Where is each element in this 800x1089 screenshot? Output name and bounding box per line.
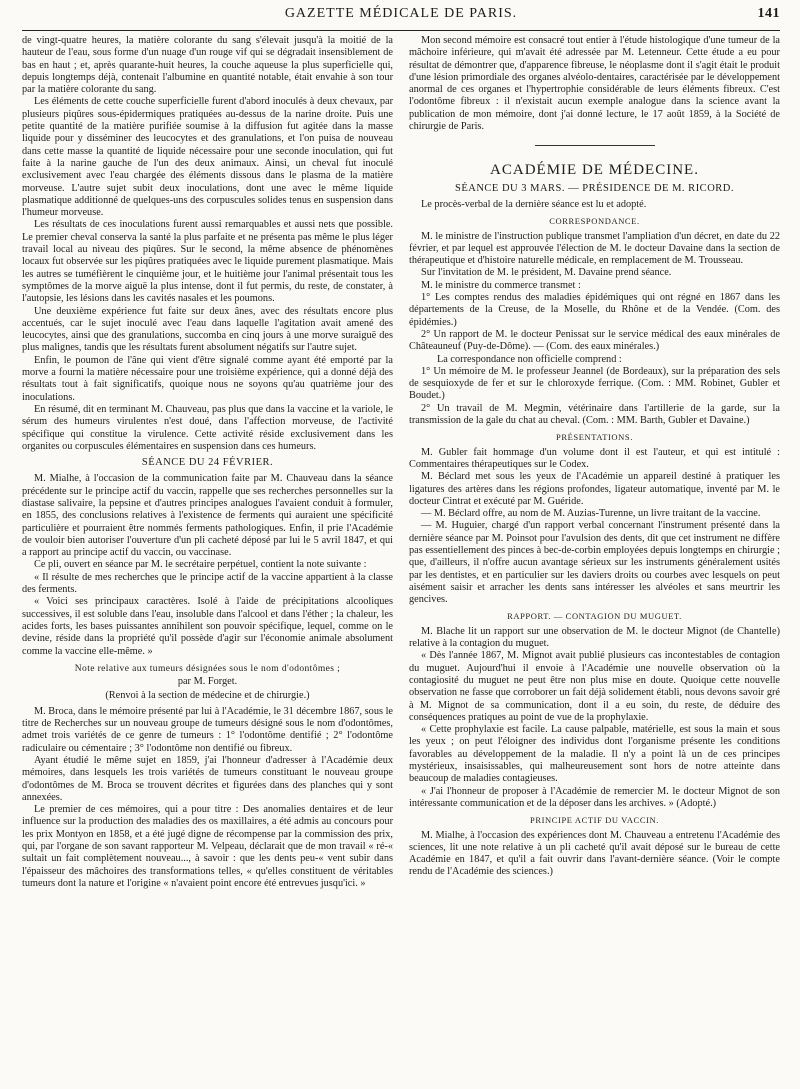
paragraph: Ayant étudié le même sujet en 1859, j'ai l'honneur d'adresser à l'Académie deux mémoires, dans lesquels les trois variétés de tumeurs constituant le nouveau groupe d'odontômes de M. Broca se trouvent décrites et figurées dans des planches qui y sont annexées. <box>22 754 393 803</box>
paragraph: La correspondance non officielle comprend : <box>437 353 622 365</box>
paragraph: M. Gubler fait hommage d'un volume dont il est l'auteur, et qui est intitulé : Commentaires thérapeutiques sur le Codex. <box>409 446 780 470</box>
paragraph: M. Blache lit un rapport sur une observation de M. le docteur Mignot (de Chantelle) relative à la contagion du muguet. <box>409 625 780 650</box>
divider <box>535 145 655 146</box>
note-referral: (Renvoi à la section de médecine et de chirurgie.) <box>105 690 310 702</box>
journal-title: GAZETTE MÉDICALE DE PARIS. <box>284 6 518 21</box>
paragraph: de vingt-quatre heures, la matière colorante du sang s'élevait jusqu'à la moitié de la hauteur de l'eau, sous forme d'un nuage d'un rouge vif qui se dégradait insensiblement de bas en haut ; et, après quarante-huit heures, la couche aqueuse la plus superficielle qui, depuis longtemps déjà, contenait l'albumine en quantité notable, était envahie à son tour par la matière colorante du sang. <box>22 35 393 96</box>
paragraph: Mon second mémoire est consacré tout entier à l'étude histologique d'une tumeur de la mâchoire inférieure, qui m'avait été adressée par M. Letenneur. Cette étude a eu pour résultat de démontrer que, d'apparence fibreuse, le néoplasme dont il s'agit était le produit d'une lésion primordiale des organes alvéolo-dentaires, caractérisée par le développement anormal de ces organes et l'hypertrophie considérable de leurs éléments fibreux. C'est l'odontôme fibreux : il n'existait aucun exemple analogue dans la science avant la publication de mon mémoire, dont j'ai donné lecture, le 17 août 1859, à la Société de chirurgie de Paris. <box>409 35 780 133</box>
page-number: 141 <box>757 6 780 21</box>
paragraph: « Voici ses principaux caractères. Isolé à l'aide de précipitations alcooliques successives, il est soluble dans l'eau, insoluble dans l'alcool et dans l'éther ; la chaleur, les acides forts, les bases puissantes annihilent son pouvoir spécifique, lequel, comme on le devine, réside dans la propriété qu'il possède d'agir sur l'économie animale absolument comme la vaccine elle-même. » <box>22 596 393 657</box>
paragraph: — M. Huguier, chargé d'un rapport verbal concernant l'instrument présenté dans la dernière séance par M. Poinsot pour l'avulsion des dents, dit que cet instrument ne diffère pas essentiellement des pinces à bec-de-corbin employées depuis longtemps en chirurgie ; que, d'ailleurs, il n'offre aucun avantage sérieux sur les instruments généralement usités par les dentistes, et en particulier sur les daviers droits ou courbes avec lesquels on peut aisément saisir et arracher les dents sans intéresser les alvéoles et sans meurtrir les gencives. <box>409 520 780 606</box>
paragraph: « J'ai l'honneur de proposer à l'Académie de remercier M. le docteur Mignot de son intéressante communication et de la déposer dans les archives. » (Adopté.) <box>409 785 780 809</box>
paragraph: 1° Un mémoire de M. le professeur Jeannel (de Bordeaux), sur la préparation des sels de sesquioxyde de fer et sur le chloroxyde ferrique. (Com. : MM. Robinet, Gubler et Boudet.) <box>409 365 780 402</box>
section-heading: SÉANCE DU 24 FÉVRIER. <box>141 457 274 469</box>
paragraph: En résumé, dit en terminant M. Chauveau, pas plus que dans la vaccine et la variole, le sérum des humeurs virulentes n'est doué, dans l'affection morveuse, de l'activité spécifique qui constitue la virulence. Cette activité réside exclusivement dans les organites ou corpuscules élémentaires en suspension dans ces humeurs. <box>22 403 393 452</box>
section-title-academie: ACADÉMIE DE MÉDECINE. <box>490 162 699 179</box>
paragraph: Sur l'invitation de M. le président, M. Davaine prend séance. <box>421 267 672 279</box>
paragraph: — M. Béclard offre, au nom de M. Auzias-Turenne, un livre traitant de la vaccine. <box>421 508 761 520</box>
right-column <box>409 35 780 890</box>
paragraph: 2° Un travail de M. Megmin, vétérinaire dans l'artillerie de la garde, sur la transmission de la gale du chat au cheval. (Com. : MM. Barth, Gubler et Davaine.) <box>409 402 780 427</box>
paragraph: « Cette prophylaxie est facile. La cause palpable, matérielle, est sous la main et sous les yeux ; on peut l'éloigner des individus dont l'organisme présente les conditions favorables au développement de la maladie. Il n'y a point là un de ces principes mystérieux, insaisissables, qui malheureusement sont hors de notre atteinte dans beaucoup de maladies contagieuses. <box>409 724 780 785</box>
paragraph: M. Mialhe, à l'occasion de la communication faite par M. Chauveau dans la séance précédente sur le principe actif du vaccin, rappelle que ses recherches personnelles sur la diastase salivaire, la pepsine et d'autres principes analogues l'avaient conduit à formuler, en 1855, des conclusions relatives à l'existence de ferments qui auraient une spécificité particulière et pourraient être nommés ferments pathologiques. Enfin, il prie l'Académie de vouloir bien autoriser l'ouverture d'un pli cacheté déposé par lui le 5 avril 1847, et qui a rapport au principe actif du vaccin, ou vaccinase. <box>22 473 393 559</box>
paragraph: Le premier de ces mémoires, qui a pour titre : Des anomalies dentaires et de leur influence sur la production des maladies des os maxillaires, a été admis au concours pour les prix Montyon en 1858, et a été jugé digne de récompense par la commission des prix, qui, par l'organe de son savant rapporteur M. Velpeau, déclarait que de mon travail « ré-« sultait un fait complètement nouveau..., à savoir : que les dents peu-« vent subir dans l'épaisseur des mâchoires des transformations telles, « qu'elles constituent de véritables tumeurs dont la nature et l'origine « n'avaient point encore été entrevues jusqu'ici. » <box>22 804 393 889</box>
left-column <box>22 35 393 890</box>
page-header <box>22 6 780 31</box>
paragraph: M. Mialhe, à l'occasion des expériences dont M. Chauveau a entretenu l'Académie des sciences, lit une note relative à un pli cacheté qu'il avait déposé sur le bureau de cette Académie en 1847, et qu'il a fait ouvrir dans l'avant-dernière séance. (Voir le compte rendu de l'Académie des sciences.) <box>409 829 780 878</box>
paragraph: Enfin, le poumon de l'âne qui vient d'être signalé comme ayant été emporté par la morve a fourni la matière nécessaire pour une troisième expérience, qui a donné déjà des résultats tout à fait significatifs, quoique nous ne soyons qu'au quatrième jour des inoculations. <box>22 354 393 403</box>
paragraph: Ce pli, ouvert en séance par M. le secrétaire perpétuel, contient la note suivante : <box>34 559 367 571</box>
paragraph: M. Broca, dans le mémoire présenté par lui à l'Académie, le 31 décembre 1867, sous le titre de Recherches sur un nouveau groupe de tumeurs désigné sous le nom d'odontômes, admet trois variétés de ce genre de tumeurs : 1° l'odontôme dentifié ; 2° l'odontôme radiculaire ou cémentaire ; 3° l'odontôme non dentifié ou fibreux. <box>22 705 393 754</box>
paragraph: 1° Les comptes rendus des maladies épidémiques qui ont régné en 1867 dans les départements de la Creuse, de la Moselle, du Rhône et de la Vendée. (Com. des épidémies.) <box>409 292 780 328</box>
presentations-heading: PRÉSENTATIONS. <box>556 432 633 443</box>
paragraph: « Il résulte de mes recherches que le principe actif de la vaccine appartient à la classe des ferments. <box>22 571 393 596</box>
paragraph: M. le ministre du commerce transmet : <box>421 279 581 291</box>
paragraph: Une deuxième expérience fut faite sur deux ânes, avec des résultats encore plus accentués, car le sujet inoculé avec l'eau dans laquelle l'agitation avait amené des leucocytes, ainsi que des granulations, succomba en cinq jours à une morve suraiguë des plus malignes, tandis que les résultats furent absolument négatifs sur l'autre sujet. <box>22 305 393 354</box>
note-author: par M. Forget. <box>177 676 238 688</box>
correspondance-heading: CORRESPONDANCE. <box>549 216 640 227</box>
columns <box>22 35 780 890</box>
note-title: Note relative aux tumeurs désignées sous le nom d'odontômes ; <box>74 663 341 674</box>
paragraph: M. Béclard met sous les yeux de l'Académie un appareil destiné à pratiquer les ligatures des artères dans les régions profondes, ligateur automatique, inventé par M. le docteur Cintrat et exécuté par M. Guéride. <box>409 471 780 507</box>
rapport-heading: RAPPORT. — CONTAGION DU MUGUET. <box>507 611 682 622</box>
paragraph: Les éléments de cette couche superficielle furent d'abord inoculés à deux chevaux, par plusieurs piqûres sous-épidermiques pratiquées au-dessus de la narine droite. Puis une petite quantité de la matière purifiée soumise à la diffusion fut agitée dans la masse liquide pour y disséminer des leucocytes et des granulations, et l'on puisa de nouveau dans cette masse la quantité de liquide nécessaire pour une seconde inoculation, qui fut faite à la narine gauche de l'un des deux animaux. Ainsi, un cheval fut inoculé exclusivement avec l'eau chargée des éléments dissous dans le plasma de la matière morveuse. L'autre sujet subit deux inoculations, dont une avec le même liquide plasmatique additionné de quelques-uns des corpuscules solides tenus en suspension dans l'humeur morveuse. <box>22 96 393 219</box>
paragraph: 2° Un rapport de M. le docteur Penissat sur le service médical des eaux minérales de Châteauneuf (Puy-de-Dôme). — (Com. des eaux minérales.) <box>409 328 780 353</box>
paragraph: Le procès-verbal de la dernière séance est lu et adopté. <box>421 198 647 210</box>
paragraph: Les résultats de ces inoculations furent aussi remarquables et aussi nets que possible. Le premier cheval conserva la santé la plus parfaite et ne présenta pas même le plus léger travail local au niveau des piqûres. Sur le second, la même absence de phénomènes locaux fut observée sur les piqûres pratiquées avec le liquide purement plasmatique. Mais les autres se tuméfièrent le cinquième jour, et le huitième jour l'animal présentait tous les symptômes de la morve aiguë la plus intense, dont il fut permis, du reste, de constater, à l'autopsie, les lésions dans les cavités nasales et les poumons. <box>22 219 393 305</box>
paragraph: M. le ministre de l'instruction publique transmet l'ampliation d'un décret, en date du 22 février, et par lequel est approuvée l'élection de M. le docteur Davaine dans la section de thérapeutique et d'histoire naturelle médicale, en remplacement de M. Trousseau. <box>409 230 780 267</box>
seance-heading: SÉANCE DU 3 MARS. — PRÉSIDENCE DE M. RICORD. <box>455 182 734 194</box>
vaccin-heading: PRINCIPE ACTIF DU VACCIN. <box>530 815 659 826</box>
paragraph: « Dès l'année 1867, M. Mignot avait publié plusieurs cas incontestables de contagion du muguet. Aujourd'hui il envoie à l'Académie une nouvelle observation où la contagiosité du muguet ne peut être non plus mise en doute. Quoique cette nouvelle observation ne fasse que corroborer un fait déjà solidement établi, nous devons savoir gré à M. Mignot de sa communication, dont il a eu soin, du reste, de déduire des conséquences pratiques au point de vue de la prophylaxie. <box>409 650 780 723</box>
